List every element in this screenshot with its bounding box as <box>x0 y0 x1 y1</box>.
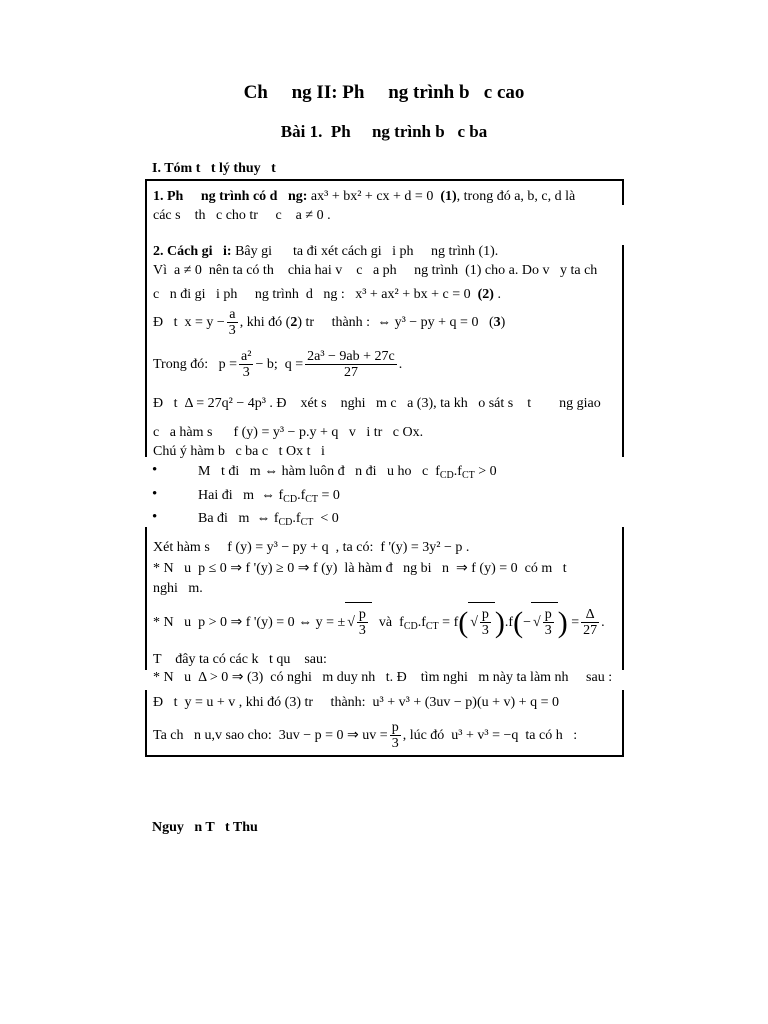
denominator: 3 <box>228 323 236 339</box>
definition-line <box>153 188 575 206</box>
pq-mid: − b; q = <box>255 357 304 372</box>
definition-tail: , trong đó a, b, c, d là <box>456 189 576 204</box>
bullet-tail: < 0 <box>313 511 339 526</box>
fraction <box>357 607 368 638</box>
numerator: p <box>544 607 552 623</box>
note-line: Chú ý hàm b c ba c t Ox t i <box>153 444 325 459</box>
box-border-gap <box>621 457 625 527</box>
subscript-ct: CT <box>300 517 314 528</box>
denominator: 27 <box>343 365 358 381</box>
box-border-gap <box>145 670 149 690</box>
substitution-text: , khi đó ( <box>239 315 291 330</box>
derivative-line: Xét hàm s f (y) = y³ − py + q , ta có: f '(y) = 3y² − p . <box>153 540 470 555</box>
paren: ) <box>557 605 568 639</box>
case-and: và f <box>378 615 404 630</box>
method-line-3 <box>153 286 501 304</box>
case-delta-positive: * N u Δ > 0 ⇒ (3) có nghi m duy nh t. Đ tìm nghi m này ta làm nh sau : <box>153 670 613 685</box>
case-p-nonpositive-cont: nghi m. <box>153 581 203 596</box>
section-heading: I. Tóm t t lý thuy t <box>152 161 276 176</box>
subscript-cd: CD <box>283 494 298 505</box>
subscript-ct: CT <box>461 470 475 481</box>
ref-2: 2 <box>290 315 298 330</box>
condition-lead: Ta ch n u,v sao cho: 3uv − p = 0 ⇒ uv = <box>153 728 388 743</box>
fraction-delta-over-27 <box>581 607 599 638</box>
bullet-two-roots: Hai đi m ⇔ $f_{CD}.f_{CT} = 0$ <box>198 488 340 505</box>
depressed-cubic: ) tr thành : ⇔ y³ − py + q = 0 ( <box>297 315 494 330</box>
chapter-title: Ch ng II: Ph ng trình b c cao <box>243 82 525 103</box>
equation-ref-2: (2) <box>477 287 494 302</box>
denominator: 3 <box>544 623 552 639</box>
sqrt-p-over-3: √ $\frac{p}{3}$ <box>468 602 495 643</box>
paren: ( <box>458 605 469 639</box>
method-line-2: Vì a ≠ 0 nên ta có th chia hai v c a ph ng trình (1) cho a. Do v y ta ch <box>153 263 598 278</box>
subscript-cd: CD <box>439 470 454 481</box>
reduced-equation: c n đi gi i ph ng trình d ng : x³ + ax² + bx + c = 0 <box>153 287 478 302</box>
substitution-lhs: Đ t x = y − <box>153 315 225 330</box>
equals: = <box>567 615 580 630</box>
dot-f: .f <box>504 615 514 630</box>
numerator: p <box>358 607 366 623</box>
box-border-gap <box>145 457 149 527</box>
case-lead: * N u p > 0 ⇒ f '(y) = 0 ⇔ y = ± <box>153 615 346 630</box>
denominator: 3 <box>391 736 399 752</box>
fraction-a2-over-3 <box>239 349 253 380</box>
fraction <box>480 607 491 638</box>
lesson-title: Bài 1. Ph ng trình b c ba <box>280 122 488 141</box>
bullet-icon: • <box>152 486 158 502</box>
paren: ) <box>494 605 505 639</box>
method-heading: 2. Cách gi i: <box>153 244 232 259</box>
bullet-three-roots: Ba đi m ⇔ $f_{CD}.f_{CT} < 0$ <box>198 511 339 528</box>
numerator: a² <box>241 349 252 365</box>
numerator: p <box>481 607 489 623</box>
punct: . <box>398 357 403 372</box>
cardano-substitution: Đ t y = u + v , khi đó (3) tr thành: u³ + v³ + (3uv − p)(u + v) + q = 0 <box>153 695 559 710</box>
numerator: p <box>391 720 399 736</box>
equation-ref-1: (1) <box>440 189 457 204</box>
box-border-gap <box>621 670 625 690</box>
bullet-icon: • <box>152 509 158 525</box>
sqrt-p-over-3: √ $\frac{p}{3}$ <box>531 602 558 643</box>
definition-heading: 1. Ph ng trình có d ng: <box>153 189 308 204</box>
denominator: 3 <box>242 365 250 381</box>
fraction-q <box>305 349 397 380</box>
box-border-gap <box>621 205 625 245</box>
cubic-equation: ax³ + bx² + cx + d = 0 <box>310 189 434 204</box>
fraction <box>543 607 554 638</box>
bullet-text: Hai đi m ⇔ f <box>198 488 284 503</box>
bullet-text: Ba đi m ⇔ f <box>198 511 279 526</box>
subscript-ct: CT <box>425 621 439 632</box>
paren-close: ) <box>500 315 506 330</box>
cardano-condition <box>153 718 577 754</box>
denominator: 3 <box>358 623 366 639</box>
equals-f: = f <box>438 615 459 630</box>
results-intro: T đây ta có các k t qu sau: <box>153 652 327 667</box>
numerator: Δ <box>581 607 599 623</box>
denominator: 27 <box>583 623 598 639</box>
bullet-tail: > 0 <box>474 464 497 479</box>
method-intro: Bây gi ta đi xét cách gi i ph ng trình (1). <box>231 244 499 259</box>
substitution-line <box>153 306 505 340</box>
denominator: 3 <box>481 623 489 639</box>
numerator: a <box>227 307 238 323</box>
subscript-ct: CT <box>305 494 319 505</box>
ref-3: 3 <box>493 315 501 330</box>
condition-tail: , lúc đó u³ + v³ = −q ta có h : <box>402 728 578 743</box>
definition-line-2: các s th c cho tr c a ≠ 0 . <box>153 208 331 223</box>
subscript-cd: CD <box>278 517 293 528</box>
bullet-tail: = 0 <box>318 488 340 503</box>
author-name: Nguy n T t Thu <box>152 820 258 835</box>
case-p-nonpositive: * N u p ≤ 0 ⇒ f '(y) ≥ 0 ⇒ f (y) là hàm đ ng bi n ⇒ f (y) = 0 có m t <box>153 561 567 576</box>
bullet-icon: • <box>152 462 158 478</box>
subscript-cd: CD <box>403 621 418 632</box>
bullet-one-root: M t đi m ⇔ hàm luôn đ n đi u ho c $f_{CD}.f_{CT} > 0$ <box>198 464 497 481</box>
numerator: 2a³ − 9ab + 27c <box>307 349 395 365</box>
method-line-1 <box>153 243 498 261</box>
case-p-positive: * N u p > 0 ⇒ f '(y) = 0 ⇔ y = ± √ $\frac{p}{3}$ và $f_{CD}.f_{CT} = f$( √ $\frac{p}{3}$ ).f(− √ $\frac{p}{3}$ ) = $\frac{\Delta}{27}$ . <box>153 602 605 643</box>
fraction-a-over-3 <box>227 307 238 338</box>
sqrt-p-over-3: √ $\frac{p}{3}$ <box>345 602 372 643</box>
bullet-text: M t đi m ⇔ hàm luôn đ n đi u ho c f <box>198 464 440 479</box>
function-line: c a hàm s f (y) = y³ − p.y + q v i tr c Ox. <box>153 425 424 440</box>
discriminant-line: Đ t Δ = 27q² − 4p³ . Đ xét s nghi m c a (3), ta kh o sát s t ng giao <box>153 396 601 411</box>
paren: ( <box>513 605 524 639</box>
pq-definition-line <box>153 347 402 383</box>
punct: . <box>493 287 501 302</box>
fraction-p-over-3 <box>390 720 401 751</box>
pq-lead: Trong đó: p = <box>153 357 238 372</box>
